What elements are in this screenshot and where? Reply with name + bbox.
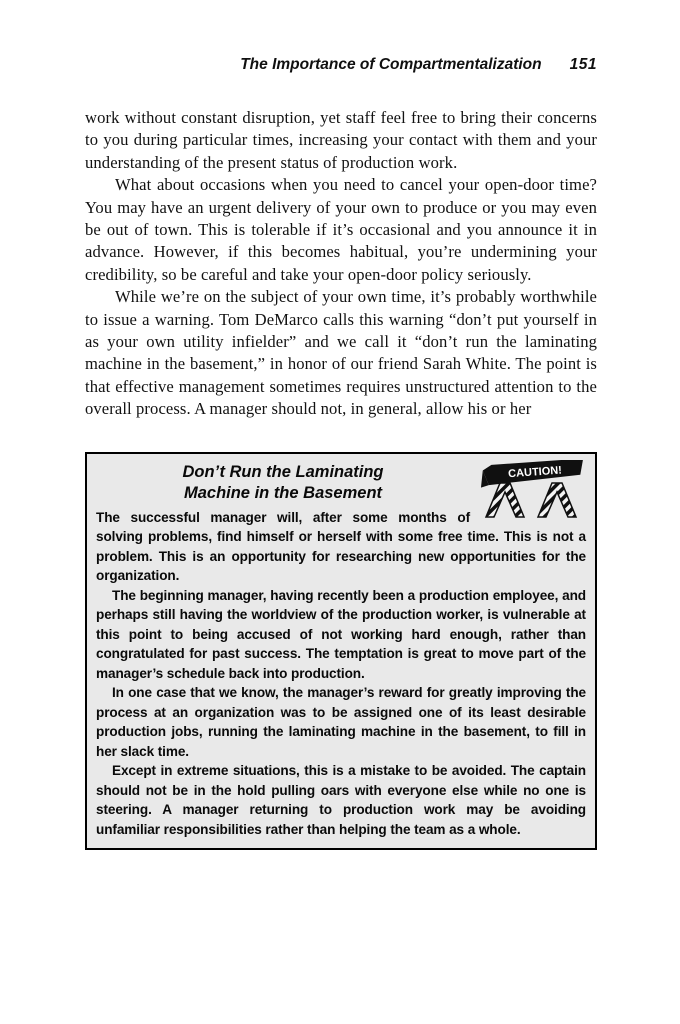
callout-paragraph: In one case that we know, the manager’s reward for greatly improving the process at an organization was to be assigned one of its least desirable production jobs, running the laminating machine in the basement, to fill in her slack time.: [96, 685, 586, 759]
body-text: [85, 107, 597, 421]
barricade-trestles: [486, 483, 576, 517]
callout-title-line1: Don’t Run the Laminating: [182, 462, 384, 481]
page-number: 151: [569, 56, 597, 73]
sidebar-callout-box: [85, 452, 597, 851]
callout-paragraph: The beginning manager, having recently been a production employee, and perhaps still having the worldview of the production worker, is vulnerable at this point to being accused of not working hard enough, rather than congratulated for past success. The temptation is great to move part of the manager’s schedule back into production.: [96, 587, 586, 681]
running-header: [85, 56, 597, 74]
paragraph: What about occasions when you need to cancel your open-door time? You may have an urgent delivery of your own to produce or you may even be out of town. This is tolerable if it’s occasional and you announce it in advance. However, if this becomes habitual, you’re undermining your credibility, so be careful and take your open-door policy seriously.: [85, 175, 597, 284]
paragraph: work without constant disruption, yet staff feel free to bring their concerns to you during particular times, increasing your contact with them and your understanding of the present status of production work.: [85, 108, 597, 172]
callout-body: [96, 508, 586, 840]
caution-banner-label: CAUTION!: [507, 464, 563, 480]
callout-title-line2: Machine in the Basement: [183, 483, 383, 502]
callout-paragraph: Except in extreme situations, this is a mistake to be avoided. The captain should not be in the hold pulling oars with everyone else while no one is steering. A manager returning to production work may be avoiding unfamiliar responsibilities rather than helping the team as a whole.: [96, 763, 586, 837]
chapter-title: The Importance of Compartmentalization: [240, 56, 542, 73]
callout-paragraph: The successful manager will, after some months of solving problems, find himself or herself with some free time. This is not a problem. This is an opportunity for researching new opportunities for the organization.: [96, 509, 586, 584]
caution-barricade-icon: [480, 460, 586, 518]
paragraph: While we’re on the subject of your own time, it’s probably worthwhile to issue a warning. Tom DeMarco calls this warning “don’t put yourself in as your own utility infielder” and we call it “don’t run the laminating machine in the basement,” in honor of our friend Sarah White. The point is that effective management sometimes requires unstructured attention to the overall process. A manager should not, in general, allow his or her: [85, 287, 597, 419]
